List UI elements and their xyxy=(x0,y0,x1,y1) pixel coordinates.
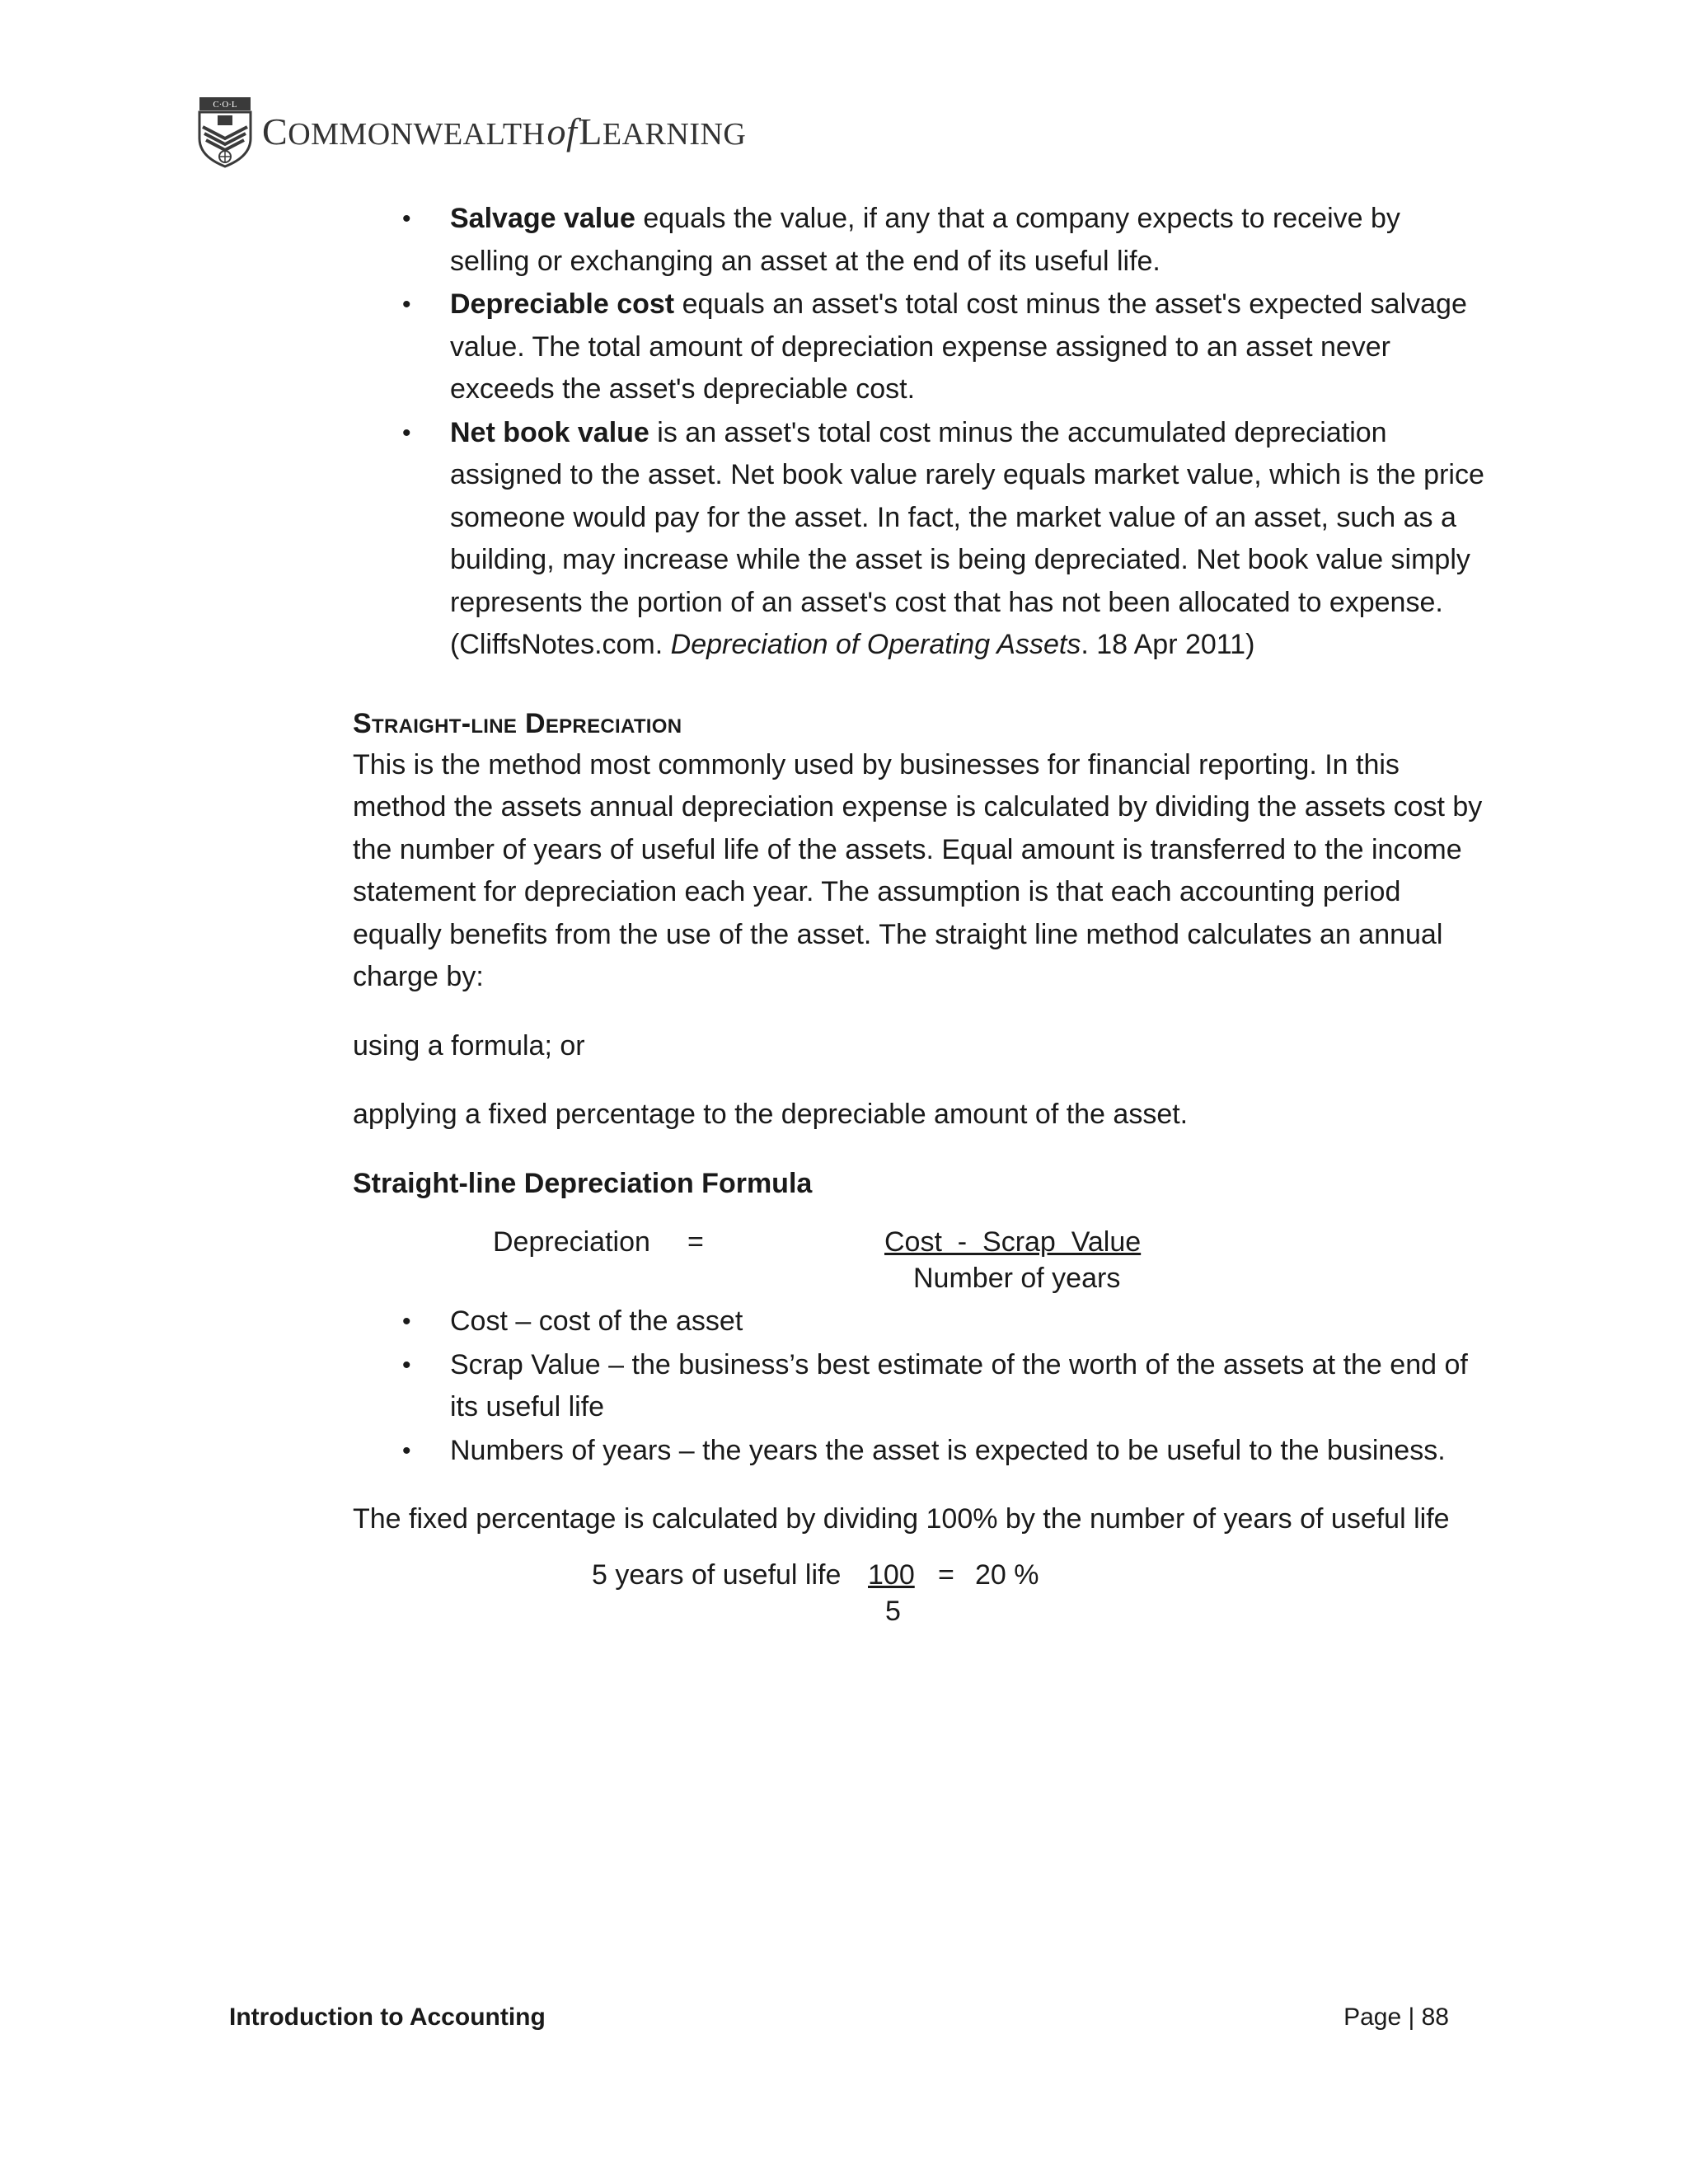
list-item: • Cost – cost of the asset xyxy=(353,1301,1486,1343)
crest-icon xyxy=(196,96,254,168)
svg-text:C·O·L: C·O·L xyxy=(213,100,237,110)
percentage-result: 20 % xyxy=(975,1558,1039,1591)
footer-page-number: Page | 88 xyxy=(1343,2004,1449,2031)
section-heading: Straight-line Depreciation xyxy=(353,707,682,739)
percentage-label: 5 years of useful life xyxy=(592,1558,842,1591)
percentage-example xyxy=(353,1554,1486,1637)
list-item: • Salvage value equals the value, if any that a company expects to receive by selling or exchanging an asset at the end of its useful life. xyxy=(353,198,1486,283)
list-item: • Net book value is an asset's total cost minus the accumulated depreciation assigned to the asset. Net book value rarely equals market value, which is the price someone would pay for the asset. In fact, the market value of an asset, such as a building, may increase while the asset is being depreciated. Net book value simply represents the portion of an asset's cost that has not been allocated to expense. (CliffsNotes.com. Depreciation of Operating Assets. 18 Apr 2011) xyxy=(353,412,1486,667)
percentage-numerator: 100 xyxy=(868,1558,915,1591)
percentage-equals: = xyxy=(938,1558,954,1591)
main-content xyxy=(353,198,1486,1637)
formula-title: Straight-line Depreciation Formula xyxy=(353,1167,813,1199)
list-item: • Numbers of years – the years the asset is expected to be useful to the business. xyxy=(353,1430,1486,1473)
formula-terms-list xyxy=(353,1301,1486,1472)
method-option-percentage: applying a fixed percentage to the depreciable amount of the asset. xyxy=(353,1099,1189,1130)
fixed-percentage-sentence: The fixed percentage is calculated by dividing 100% by the number of years of useful life xyxy=(353,1503,1450,1535)
formula-equals: = xyxy=(687,1226,704,1258)
commonwealth-of-learning-logo xyxy=(196,96,746,168)
footer-book-title: Introduction to Accounting xyxy=(229,2004,546,2031)
formula-denominator: Number of years xyxy=(913,1263,1121,1294)
citation-title: Depreciation of Operating Assets xyxy=(670,629,1081,660)
section-intro: This is the method most commonly used by businesses for financial reporting. In this method the assets annual depreciation expense is calculated by dividing the assets cost by the number of years of useful life of the assets. Equal amount is transferred to the income statement for depreciation each year. The assumption is that each accounting period equally benefits from the use of the asset. The straight line method calculates an annual charge by: xyxy=(353,748,1483,992)
formula-numerator: Cost - Scrap Value xyxy=(884,1226,1142,1258)
list-item: • Depreciable cost equals an asset's total cost minus the asset's expected salvage value. The total amount of depreciation expense assigned to an asset never exceeds the asset's depreciable cost. xyxy=(353,284,1486,411)
depreciation-formula xyxy=(353,1221,1486,1301)
method-option-formula: using a formula; or xyxy=(353,1029,585,1062)
percentage-denominator: 5 xyxy=(885,1595,901,1627)
list-item: • Scrap Value – the business’s best estimate of the worth of the assets at the end of its useful life xyxy=(353,1344,1486,1429)
formula-lhs: Depreciation xyxy=(493,1226,650,1258)
definitions-list xyxy=(353,198,1486,667)
logo-wordmark: COMMONWEALTHofLEARNING xyxy=(262,110,747,152)
